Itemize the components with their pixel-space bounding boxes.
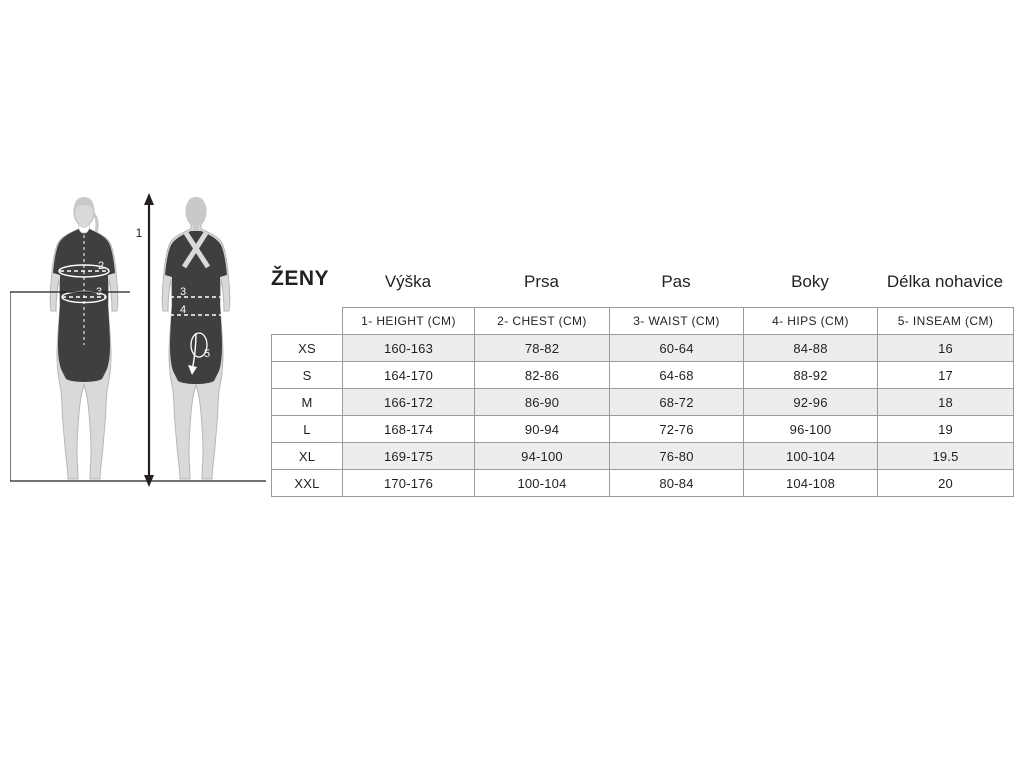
header-cell-height: 1- HEIGHT (CM) <box>343 308 475 335</box>
figure-label-height: 1 <box>135 226 143 240</box>
header-cell-chest: 2- CHEST (CM) <box>475 308 610 335</box>
size-table <box>271 307 1014 497</box>
header-cell-blank <box>272 308 343 335</box>
cell-chest: 94-100 <box>475 443 610 470</box>
header-cell-hips: 4- HIPS (CM) <box>744 308 878 335</box>
column-label-height: Výška <box>384 272 432 291</box>
column-label-waist: Pas <box>661 272 691 291</box>
cell-size: L <box>272 416 343 443</box>
cell-hips: 92-96 <box>744 389 878 416</box>
cell-hips: 100-104 <box>744 443 878 470</box>
cell-waist: 60-64 <box>610 335 744 362</box>
cell-height: 169-175 <box>343 443 475 470</box>
column-label-inseam: Délka nohavice <box>886 272 1004 291</box>
table-row <box>272 416 1014 443</box>
cell-inseam: 19 <box>878 416 1014 443</box>
cell-height: 164-170 <box>343 362 475 389</box>
column-label-chest: Prsa <box>524 272 559 291</box>
figure-label-waist-back: 3 <box>180 286 187 298</box>
cell-waist: 68-72 <box>610 389 744 416</box>
cell-inseam: 16 <box>878 335 1014 362</box>
table-row <box>272 362 1014 389</box>
cell-inseam: 18 <box>878 389 1014 416</box>
table-row <box>272 470 1014 497</box>
cell-height: 168-174 <box>343 416 475 443</box>
cell-chest: 86-90 <box>475 389 610 416</box>
cell-size: XS <box>272 335 343 362</box>
figure-label-chest: 2 <box>98 260 105 272</box>
cell-hips: 88-92 <box>744 362 878 389</box>
cell-size: S <box>272 362 343 389</box>
cell-height: 170-176 <box>343 470 475 497</box>
table-row <box>272 335 1014 362</box>
cell-chest: 78-82 <box>475 335 610 362</box>
cell-waist: 76-80 <box>610 443 744 470</box>
back-figure <box>162 197 230 479</box>
page-title: ŽENY <box>271 267 330 290</box>
cell-waist: 64-68 <box>610 362 744 389</box>
header-cell-waist: 3- WAIST (CM) <box>610 308 744 335</box>
cell-height: 160-163 <box>343 335 475 362</box>
front-figure <box>10 193 266 487</box>
measurement-figures <box>10 185 268 495</box>
cell-waist: 80-84 <box>610 470 744 497</box>
cell-hips: 84-88 <box>744 335 878 362</box>
cell-hips: 96-100 <box>744 416 878 443</box>
figure-label-waist: 3 <box>96 286 103 298</box>
cell-waist: 72-76 <box>610 416 744 443</box>
header-cell-inseam: 5- INSEAM (CM) <box>878 308 1014 335</box>
cell-height: 166-172 <box>343 389 475 416</box>
cell-inseam: 17 <box>878 362 1014 389</box>
cell-chest: 100-104 <box>475 470 610 497</box>
table-row <box>272 389 1014 416</box>
cell-size: XXL <box>272 470 343 497</box>
cell-hips: 104-108 <box>744 470 878 497</box>
cell-size: XL <box>272 443 343 470</box>
table-row <box>272 443 1014 470</box>
table-header-row <box>272 308 1014 335</box>
column-labels-row <box>271 272 1013 292</box>
cell-inseam: 19.5 <box>878 443 1014 470</box>
figure-label-inseam: 5 <box>204 348 211 360</box>
figure-label-hips: 4 <box>180 304 187 316</box>
cell-chest: 90-94 <box>475 416 610 443</box>
column-label-blank <box>271 272 342 292</box>
cell-chest: 82-86 <box>475 362 610 389</box>
cell-size: M <box>272 389 343 416</box>
cell-inseam: 20 <box>878 470 1014 497</box>
column-label-hips: Boky <box>791 272 829 291</box>
